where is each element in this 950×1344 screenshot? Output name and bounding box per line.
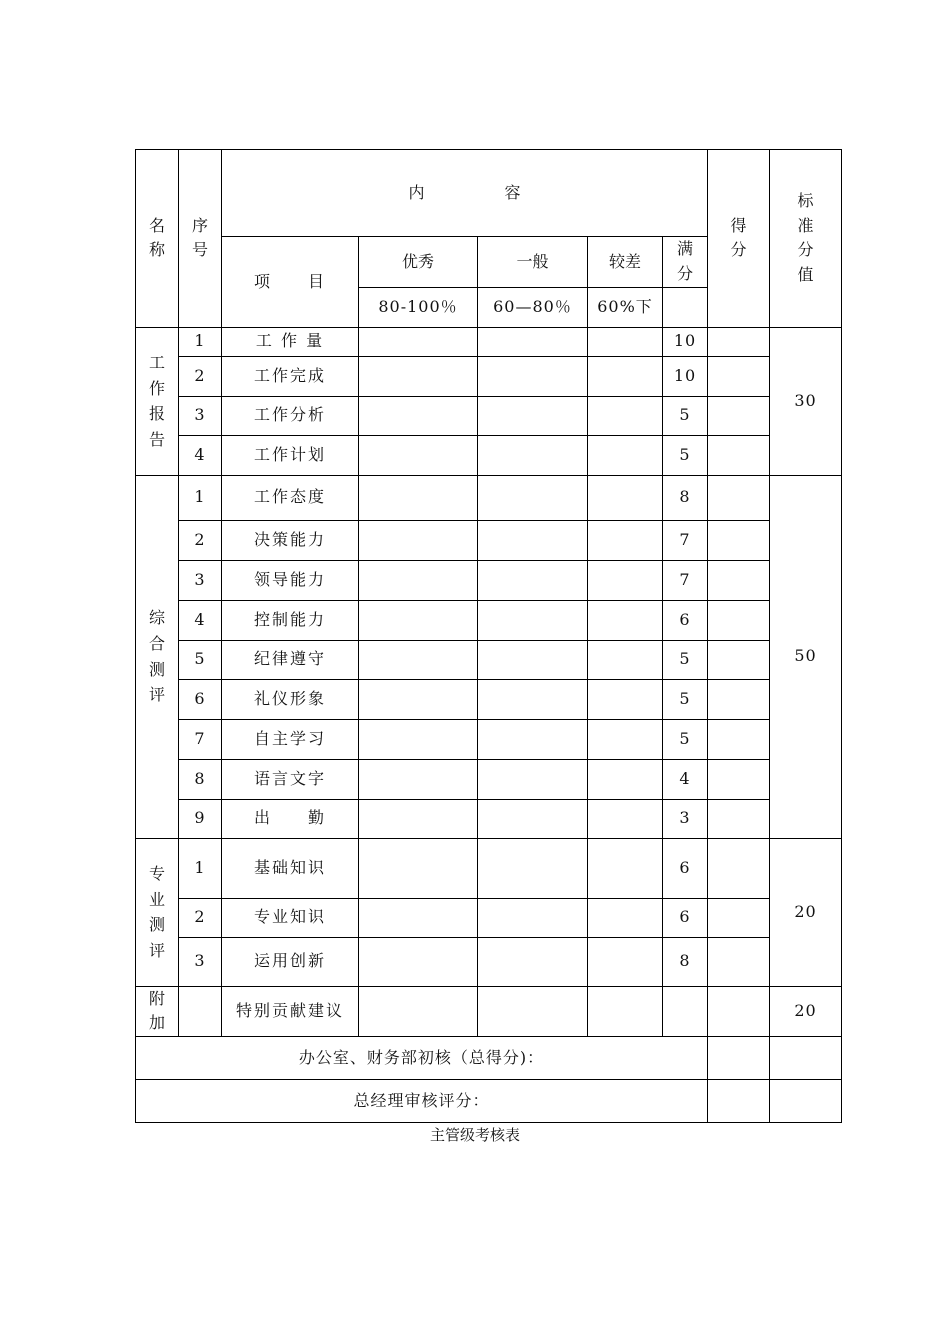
row-item: 工作分析 — [222, 396, 359, 435]
poor-cell[interactable] — [588, 520, 663, 560]
table-row — [136, 520, 842, 560]
score-cell[interactable] — [708, 838, 770, 898]
row-full: 6 — [663, 600, 708, 640]
average-cell[interactable] — [478, 640, 588, 679]
row-full: 5 — [663, 435, 708, 475]
row-item: 领导能力 — [222, 560, 359, 600]
header-poor: 较差 — [588, 237, 663, 288]
table-row — [136, 838, 842, 898]
score-cell[interactable] — [708, 600, 770, 640]
extra-row — [136, 986, 842, 1037]
section-standard: 50 — [770, 475, 842, 838]
row-seq: 3 — [179, 937, 222, 986]
section-name: 工作报告 — [136, 327, 179, 475]
poor-cell[interactable] — [588, 435, 663, 475]
poor-cell[interactable] — [588, 937, 663, 986]
row-full: 7 — [663, 520, 708, 560]
row-item: 基础知识 — [222, 838, 359, 898]
header-item: 项 目 — [222, 237, 359, 328]
average-cell[interactable] — [478, 396, 588, 435]
table-row — [136, 799, 842, 838]
average-range: 60—80％ — [478, 287, 588, 327]
poor-cell[interactable] — [588, 640, 663, 679]
score-cell[interactable] — [708, 898, 770, 937]
row-seq: 9 — [179, 799, 222, 838]
poor-cell[interactable] — [588, 396, 663, 435]
average-cell[interactable] — [478, 679, 588, 719]
score-cell[interactable] — [708, 327, 770, 356]
score-cell[interactable] — [708, 640, 770, 679]
row-full: 4 — [663, 759, 708, 799]
score-cell[interactable] — [708, 759, 770, 799]
row-full: 10 — [663, 356, 708, 396]
table-row — [136, 679, 842, 719]
excellent-cell[interactable] — [359, 679, 478, 719]
row-full: 8 — [663, 937, 708, 986]
row-item: 语言文字 — [222, 759, 359, 799]
row-item: 纪律遵守 — [222, 640, 359, 679]
poor-cell[interactable] — [588, 838, 663, 898]
office-review-label: 办公室、财务部初核（总得分)： — [136, 1037, 708, 1080]
poor-cell[interactable] — [588, 898, 663, 937]
row-seq: 6 — [179, 679, 222, 719]
row-item: 工作态度 — [222, 475, 359, 520]
row-item: 工作完成 — [222, 356, 359, 396]
header-standard: 标准分值 — [770, 150, 842, 328]
row-item: 运用创新 — [222, 937, 359, 986]
excellent-cell[interactable] — [359, 719, 478, 759]
poor-cell[interactable] — [588, 327, 663, 356]
header-seq: 序号 — [179, 150, 222, 328]
excellent-cell[interactable] — [359, 799, 478, 838]
score-cell[interactable] — [708, 520, 770, 560]
poor-cell[interactable] — [588, 986, 663, 1037]
average-cell[interactable] — [478, 356, 588, 396]
score-cell[interactable] — [708, 435, 770, 475]
average-cell[interactable] — [478, 719, 588, 759]
average-cell[interactable] — [478, 475, 588, 520]
row-seq: 3 — [179, 560, 222, 600]
row-full: 3 — [663, 799, 708, 838]
score-cell[interactable] — [708, 475, 770, 520]
excellent-cell[interactable] — [359, 356, 478, 396]
section-standard: 30 — [770, 327, 842, 475]
poor-cell[interactable] — [588, 356, 663, 396]
excellent-cell[interactable] — [359, 640, 478, 679]
row-seq: 7 — [179, 719, 222, 759]
row-full: 5 — [663, 719, 708, 759]
average-cell[interactable] — [478, 327, 588, 356]
row-full: 5 — [663, 679, 708, 719]
excellent-cell[interactable] — [359, 327, 478, 356]
table-row — [136, 640, 842, 679]
poor-cell[interactable] — [588, 600, 663, 640]
gm-review-score[interactable] — [708, 1080, 770, 1123]
assessment-table — [135, 149, 842, 1123]
poor-cell[interactable] — [588, 560, 663, 600]
row-item: 专业知识 — [222, 898, 359, 937]
score-cell[interactable] — [708, 560, 770, 600]
row-item: 工作计划 — [222, 435, 359, 475]
excellent-cell[interactable] — [359, 560, 478, 600]
row-seq: 2 — [179, 356, 222, 396]
excellent-cell[interactable] — [359, 435, 478, 475]
average-cell[interactable] — [478, 600, 588, 640]
header-excellent: 优秀 — [359, 237, 478, 288]
poor-cell[interactable] — [588, 475, 663, 520]
row-seq: 3 — [179, 396, 222, 435]
row-item: 控制能力 — [222, 600, 359, 640]
row-seq: 5 — [179, 640, 222, 679]
average-cell[interactable] — [478, 759, 588, 799]
extra-full-blank — [663, 986, 708, 1037]
average-cell[interactable] — [478, 838, 588, 898]
table-row — [136, 898, 842, 937]
average-cell[interactable] — [478, 520, 588, 560]
section-standard: 20 — [770, 838, 842, 986]
office-review-row — [136, 1037, 842, 1080]
average-cell[interactable] — [478, 898, 588, 937]
excellent-cell[interactable] — [359, 759, 478, 799]
score-cell[interactable] — [708, 986, 770, 1037]
poor-cell[interactable] — [588, 719, 663, 759]
row-seq: 1 — [179, 327, 222, 356]
table-row — [136, 396, 842, 435]
gm-review-row — [136, 1080, 842, 1123]
excellent-cell[interactable] — [359, 520, 478, 560]
extra-seq-blank — [179, 986, 222, 1037]
excellent-cell[interactable] — [359, 937, 478, 986]
row-item: 礼仪形象 — [222, 679, 359, 719]
row-item: 决策能力 — [222, 520, 359, 560]
row-full: 6 — [663, 838, 708, 898]
row-seq: 2 — [179, 520, 222, 560]
row-full: 5 — [663, 396, 708, 435]
score-cell[interactable] — [708, 937, 770, 986]
row-full: 6 — [663, 898, 708, 937]
row-full: 5 — [663, 640, 708, 679]
row-seq: 1 — [179, 475, 222, 520]
table-row — [136, 356, 842, 396]
extra-standard: 20 — [770, 986, 842, 1037]
row-item: 工 作 量 — [222, 327, 359, 356]
score-cell[interactable] — [708, 356, 770, 396]
extra-name: 附加 — [136, 986, 179, 1037]
average-cell[interactable] — [478, 560, 588, 600]
extra-item: 特别贡献建议 — [222, 986, 359, 1037]
table-row — [136, 475, 842, 520]
table-row — [136, 327, 842, 356]
table-caption: 主管级考核表 — [429, 1126, 520, 1144]
header-name: 名称 — [136, 150, 179, 328]
row-item: 自主学习 — [222, 719, 359, 759]
score-cell[interactable] — [708, 679, 770, 719]
section-name: 综合测评 — [136, 475, 179, 838]
excellent-cell[interactable] — [359, 475, 478, 520]
table-row — [136, 435, 842, 475]
row-item: 出 勤 — [222, 799, 359, 838]
poor-cell[interactable] — [588, 799, 663, 838]
table-row — [136, 600, 842, 640]
score-cell[interactable] — [708, 799, 770, 838]
average-cell[interactable] — [478, 986, 588, 1037]
table-row — [136, 759, 842, 799]
table-row — [136, 719, 842, 759]
poor-range: 60%下 — [588, 287, 663, 327]
poor-cell[interactable] — [588, 759, 663, 799]
header-score: 得分 — [708, 150, 770, 328]
excellent-cell[interactable] — [359, 838, 478, 898]
excellent-cell[interactable] — [359, 396, 478, 435]
excellent-cell[interactable] — [359, 600, 478, 640]
row-seq: 8 — [179, 759, 222, 799]
office-review-score[interactable] — [708, 1037, 770, 1080]
row-seq: 1 — [179, 838, 222, 898]
row-full: 7 — [663, 560, 708, 600]
score-cell[interactable] — [708, 396, 770, 435]
row-seq: 4 — [179, 435, 222, 475]
office-review-standard[interactable] — [770, 1037, 842, 1080]
header-full: 满分 — [663, 237, 708, 288]
excellent-cell[interactable] — [359, 898, 478, 937]
header-content: 内 容 — [222, 150, 708, 237]
average-cell[interactable] — [478, 937, 588, 986]
full-range-blank — [663, 287, 708, 327]
average-cell[interactable] — [478, 435, 588, 475]
section-name: 专业测评 — [136, 838, 179, 986]
score-cell[interactable] — [708, 719, 770, 759]
row-seq: 2 — [179, 898, 222, 937]
row-full: 8 — [663, 475, 708, 520]
poor-cell[interactable] — [588, 679, 663, 719]
table-row — [136, 560, 842, 600]
header-average: 一般 — [478, 237, 588, 288]
row-full: 10 — [663, 327, 708, 356]
excellent-cell[interactable] — [359, 986, 478, 1037]
excellent-range: 80-100％ — [359, 287, 478, 327]
table-row — [136, 937, 842, 986]
gm-review-label: 总经理审核评分： — [136, 1080, 708, 1123]
average-cell[interactable] — [478, 799, 588, 838]
gm-review-standard[interactable] — [770, 1080, 842, 1123]
row-seq: 4 — [179, 600, 222, 640]
